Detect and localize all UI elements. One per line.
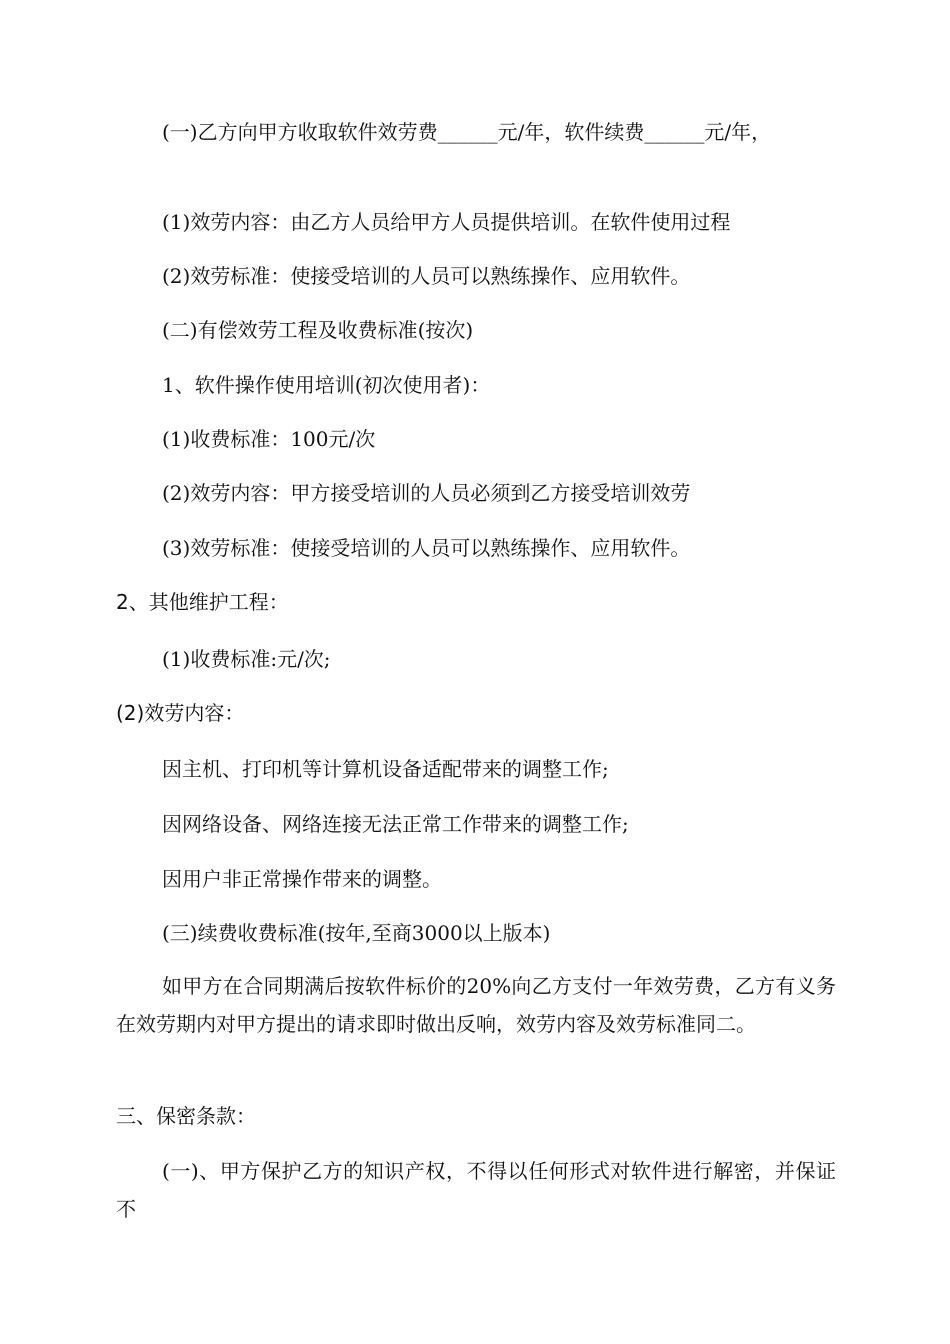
- paragraph-training-standard: (3)效劳标准：使接受培训的人员可以熟练操作、应用软件。: [162, 536, 691, 560]
- list-item-network-adjustment: 因网络设备、网络连接无法正常工作带来的调整工作;: [162, 812, 629, 836]
- paragraph-service-content: (1)效劳内容：由乙方人员给甲方人员提供培训。在软件使用过程: [162, 210, 731, 234]
- item-heading-training: 1、软件操作使用培训(初次使用者)：: [162, 373, 491, 397]
- paragraph-confidentiality-1: (一)、甲方保护乙方的知识产权，不得以任何形式对软件进行解密，并保证不: [116, 1159, 836, 1221]
- section-heading-renewal-fee: (三)续费收费标准(按年,至商3000以上版本): [162, 921, 551, 945]
- section-heading-paid-services: (二)有偿效劳工程及收费标准(按次): [162, 318, 474, 342]
- paragraph-renewal-terms: 如甲方在合同期满后按软件标价的20%向乙方支付一年效劳费，乙方有义务在效劳期内对甲方提出的请求即时做出反响，效劳内容及效劳标准同二。: [116, 974, 836, 1036]
- list-item-user-operation-adjustment: 因用户非正常操作带来的调整。: [162, 867, 442, 891]
- paragraph-maintenance-content-label: (2)效劳内容：: [116, 701, 245, 725]
- section-heading-confidentiality: 三、保密条款：: [116, 1104, 256, 1128]
- paragraph-training-fee: (1)收费标准：100元/次: [162, 427, 376, 451]
- item-heading-maintenance: 2、其他维护工程：: [116, 590, 289, 614]
- list-item-hardware-adjustment: 因主机、打印机等计算机设备适配带来的调整工作;: [162, 757, 609, 781]
- paragraph-service-fee: (一)乙方向甲方收取软件效劳费______元/年，软件续费______元/年，: [162, 120, 772, 144]
- paragraph-maintenance-fee: (1)收费标准:元/次;: [162, 647, 331, 671]
- paragraph-service-standard: (2)效劳标准：使接受培训的人员可以熟练操作、应用软件。: [162, 264, 691, 288]
- paragraph-training-content: (2)效劳内容：甲方接受培训的人员必须到乙方接受培训效劳: [162, 481, 691, 505]
